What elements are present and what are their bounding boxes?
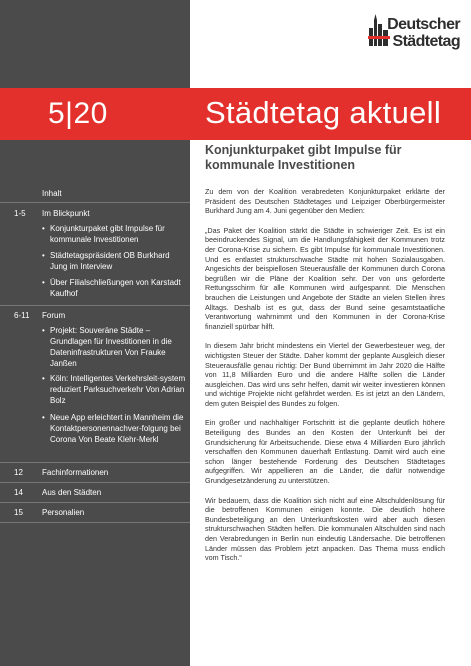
- bullet-icon: •: [42, 326, 45, 335]
- toc-section-title[interactable]: Im Blickpunkt: [42, 209, 90, 218]
- title-banner: [0, 88, 471, 140]
- bullet-icon: •: [42, 278, 45, 287]
- toc-page-range: 15: [14, 508, 23, 517]
- article-paragraph: „Das Paket der Koalition stärkt die Städte in schwieriger Zeit. Es ist ein beeindruckendes Signal, um die Handlungsfähigkeit der Kommunen trotz der Corona-Krise zu sichern. Es gibt Impulse für kommunale Investitionen. Und es entlastet strukturschwache Städte mit hohen Sozialausgaben. Angesichts der beispiellosen Steuerausfälle der Kommunen durch Corona begrüßen wir die Pläne der Koalition sehr. Der von uns geforderte Rettungsschirm für alle Kommunen wird aufgespannt. Die Menschen brauchen die Leistungen und Angebote der Städte an vielen Stellen ihres Alltags. Deshalb ist es gut, dass der Bund seine gesamtstaatliche Verantwortung wahrnimmt und den Kommunen in der Corona-Krise finanziell spürbar hilft.: [205, 225, 445, 331]
- toc-section-title[interactable]: Fachinformationen: [42, 468, 109, 477]
- toc-section-title[interactable]: Forum: [42, 311, 66, 320]
- bullet-icon: •: [42, 224, 45, 233]
- toc-item[interactable]: Projekt: Souveräne Städte – Grundlagen für Investitionen in die Dateninfrastrukturen Von Frauke Janßen: [50, 326, 172, 368]
- bullet-icon: •: [42, 413, 45, 422]
- deutscher-staedtetag-logo: [366, 8, 462, 64]
- logo-text-line2: Städtetag: [392, 33, 460, 50]
- toc-section-title[interactable]: Aus den Städten: [42, 488, 102, 497]
- toc-divider: [0, 522, 190, 523]
- article-paragraph: Wir bedauern, dass die Koalition sich nicht auf eine Altschuldenlösung für die betroffenen Kommunen einigen konnte. Die deutlich höhere Bundesbeteiligung an den Unterkunftskosten wird aber auch diesen strukturschwachen Städten helfen. Die kommunalen Altschulden sind nach den Verabredungen in Berlin nun eindeutig Ländersache. Die betroffenen Länder müssen das Problem jetzt anpacken. Das Thema muss endlich vom Tisch.“: [205, 495, 445, 563]
- publication-title: Städtetag aktuell: [205, 95, 442, 130]
- toc-item[interactable]: Konjunkturpaket gibt Impulse für kommunale Investitionen: [50, 224, 165, 244]
- toc-divider: [0, 502, 190, 503]
- toc-section-title[interactable]: Personalien: [42, 508, 85, 517]
- article-paragraph: Zu dem von der Koalition verabredeten Konjunkturpaket erklärte der Präsident des Deutschen Städtetages und Leipziger Oberbürgermeister Burkhard Jung am 4. Juni gegenüber den Medien:: [205, 187, 445, 216]
- toc-item[interactable]: Über Filialschließungen von Karstadt Kaufhof: [50, 278, 181, 298]
- toc-page-range: 12: [14, 468, 23, 477]
- article-body: [205, 187, 445, 573]
- issue-number: 5|20: [48, 97, 108, 130]
- toc-divider: [0, 462, 190, 463]
- toc-page-range: 1-5: [14, 209, 26, 218]
- article-title: Konjunkturpaket gibt Impulse für kommunale Investitionen: [205, 143, 402, 172]
- bullet-icon: •: [42, 374, 45, 383]
- toc-divider: [0, 202, 190, 203]
- article-paragraph: In diesem Jahr bricht mindestens ein Viertel der Gewerbesteuer weg, der wichtigsten Steuer der Städte. Daher kommt der geplante Ausgleich dieser Steuerausfälle genau richtig: Der Bund übernimmt im Jahr 2020 die Hälfte von 11,8 Milliarden Euro und die andere Hälfte sollen die Länder ausgleichen. Das wird uns sehr helfen, damit wir weiter investieren können und wichtige Projekte nicht gefährdet werden. Es ist jetzt an den Ländern, dem guten Beispiel des Bundes zu folgen.: [205, 341, 445, 408]
- article-paragraph: Ein großer und nachhaltiger Fortschritt ist die geplante deutlich höhere Beteiligung des Bundes an den Kosten der Unterkunft bei der Grundsicherung für Arbeitsuchende. Diese etwa 4 Milliarden Euro jährlich verschaffen den Kommunen dauerhaft Entlastung. Damit wird auch eine schon länger bestehende Forderung des Deutschen Städtetages aufgegriffen. Wir appellieren an die Länder, die dafür notwendige Grundgesetzänderung zu unterstützen.: [205, 418, 445, 486]
- toc-divider: [0, 482, 190, 483]
- toc-item[interactable]: Städtetagspräsident OB Burkhard Jung im Interview: [50, 251, 170, 271]
- toc-page-range: 6-11: [14, 311, 30, 320]
- toc-item[interactable]: Neue App erleichtert in Mannheim die Kontaktpersonennachver-folgung bei Corona Von Beate Klehr-Merkl: [50, 413, 184, 444]
- toc-heading: Inhalt: [42, 189, 62, 198]
- logo-text-line1: Deutscher: [387, 16, 460, 33]
- toc-divider: [0, 305, 190, 306]
- bullet-icon: •: [42, 251, 45, 260]
- toc-page-range: 14: [14, 488, 23, 497]
- toc-item[interactable]: Köln: Intelligentes Verkehrsleit-system reduziert Parksuchverkehr Von Adrian Bolz: [50, 374, 186, 405]
